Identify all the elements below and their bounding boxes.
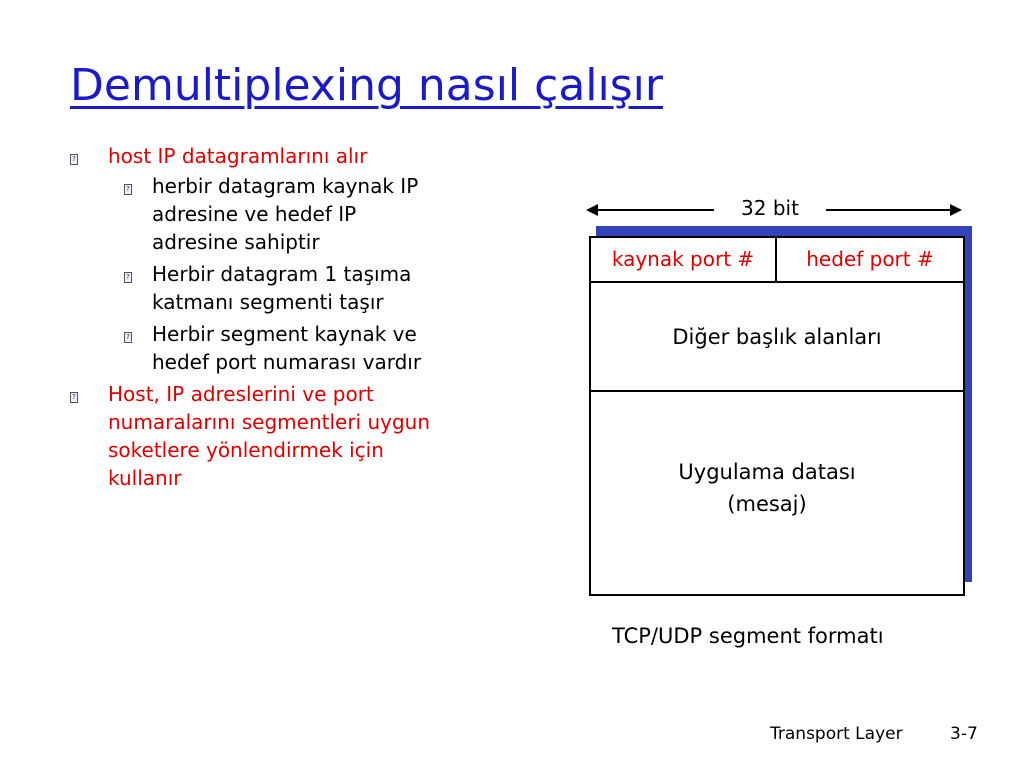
dest-port-field: hedef port # [806,247,934,271]
sub-bullet-line: hedef port numarası vardır [152,350,422,374]
bullet-marker-icon: ? [124,272,132,283]
bullet-line: numaralarını segmentleri uygun [108,410,431,434]
bullet-marker-icon: ? [124,332,132,343]
bullet-line: Host, IP adreslerini ve port [108,382,374,406]
slide-title: Demultiplexing nasıl çalışır [70,60,663,111]
segment-format-box [589,236,965,596]
page-number: 3-7 [950,724,978,744]
bullet-line: kullanır [108,466,182,490]
bullet-line: soketlere yönlendirmek için [108,438,384,462]
application-data-field [591,392,963,594]
width-label: 32 bit [741,196,799,220]
sub-bullet-line: Herbir datagram 1 taşıma [152,262,412,286]
sub-bullet-item [68,320,488,376]
bullet-text: host IP datagramlarını alır [108,144,368,168]
bullet-item [68,380,488,492]
sub-bullet-line: Herbir segment kaynak ve [152,322,417,346]
sub-bullet-item [68,260,488,316]
sub-bullet-line: herbir datagram kaynak IP [152,174,419,198]
width-arrow-right [826,209,956,211]
diagram-caption: TCP/UDP segment formatı [612,624,884,648]
bullet-marker-icon: ? [70,392,78,403]
width-arrow-left [592,209,714,211]
sub-bullet-line: adresine ve hedef IP [152,202,357,226]
other-header-label: Diğer başlık alanları [672,324,882,349]
bullet-list [68,142,488,494]
app-data-line: (mesaj) [727,492,807,516]
bullet-marker-icon: ? [124,184,132,195]
app-data-line: Uygulama datası [678,460,856,484]
bullet-marker-icon: ? [70,154,78,165]
sub-bullet-line: adresine sahiptir [152,230,320,254]
bullet-item [68,142,488,170]
sub-bullet-line: katmanı segmenti taşır [152,290,384,314]
footer-label: Transport Layer [770,724,903,744]
source-port-field: kaynak port # [591,238,777,281]
other-header-fields [591,283,963,392]
port-row [591,238,963,283]
sub-bullet-item [68,172,488,256]
right-arrowhead-icon [950,204,962,216]
